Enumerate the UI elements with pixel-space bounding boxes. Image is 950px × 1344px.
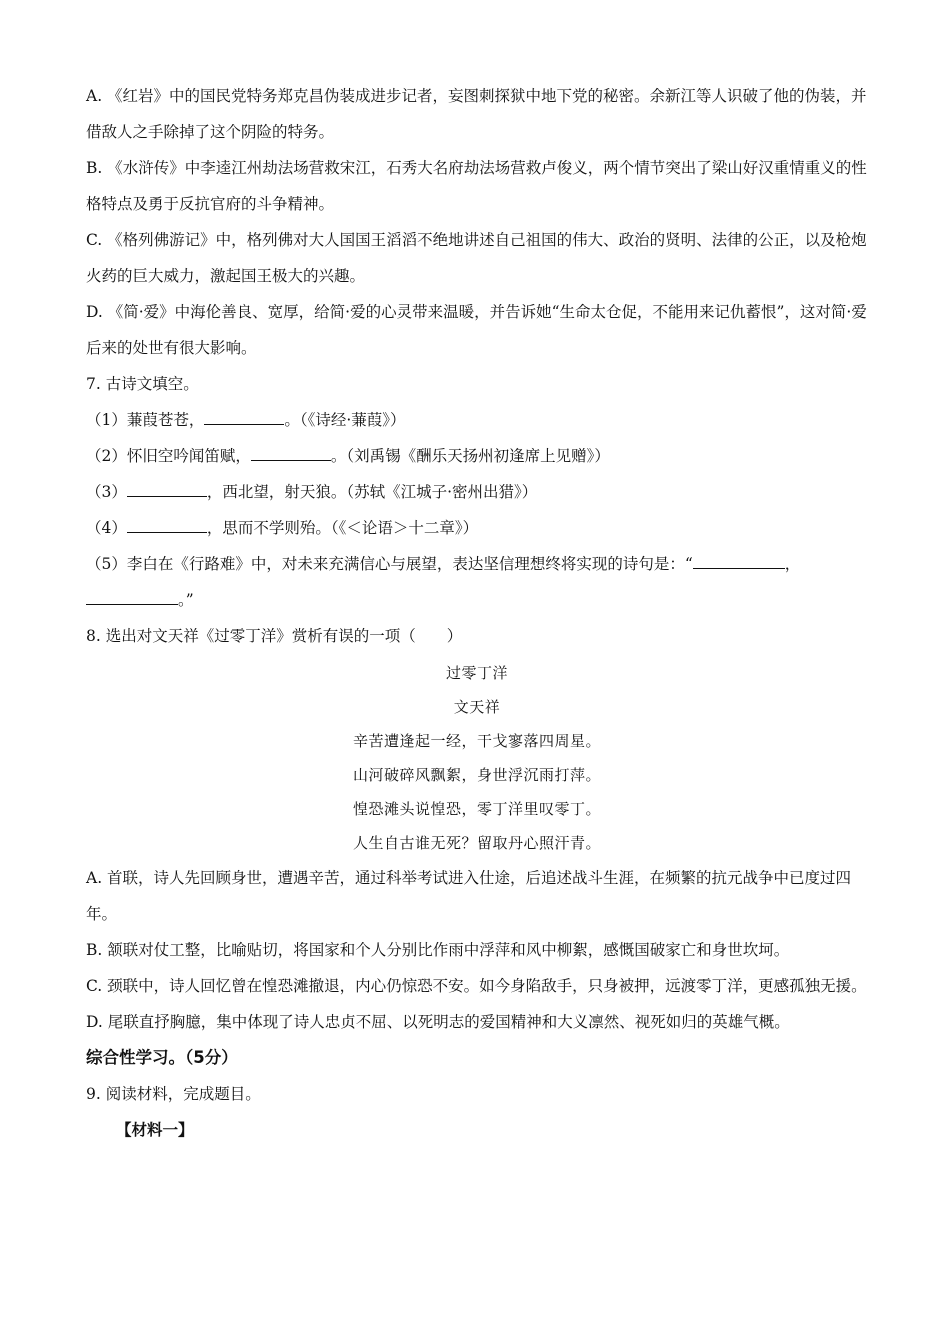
q8-stem: 8. 选出对文天祥《过零丁洋》赏析有误的一项（ ） [86, 627, 463, 645]
q6-option-b: B. 《水浒传》中李逵江州劫法场营救宋江，石秀大名府劫法场营救卢俊义，两个情节突出了梁山好汉重情重义的性格特点及勇于反抗官府的斗争精神。 [86, 159, 867, 213]
answer-blank[interactable] [693, 554, 785, 569]
q7-item-1-post: 。（《诗经·蒹葭》） [284, 411, 406, 429]
section-title: 综合性学习。（5分） [86, 1048, 238, 1067]
q8-option-d: D. 尾联直抒胸臆，集中体现了诗人忠贞不屈、以死明志的爱国精神和大义凛然、视死如归的英雄气概。 [86, 1013, 790, 1031]
answer-blank[interactable] [127, 482, 207, 497]
answer-blank[interactable] [127, 518, 207, 533]
q9-stem: 9. 阅读材料，完成题目。 [86, 1085, 261, 1103]
q7-item-5 [86, 546, 868, 618]
q6-option-a: A. 《红岩》中的国民党特务郑克昌伪装成进步记者，妄图刺探狱中地下党的秘密。余新江等人识破了他的伪装，并借敌人之手除掉了这个阴险的特务。 [86, 87, 867, 141]
poem-line: 惶恐滩头说惶恐，零丁洋里叹零丁。 [352, 800, 601, 818]
q7-item-2-post: 。（刘禹锡《酬乐天扬州初逢席上见赠》） [330, 447, 610, 465]
q7-item-2 [86, 438, 868, 474]
q7-item-3 [86, 474, 868, 510]
q7-item-4-post: ，思而不学则殆。（《＜论语＞十二章》） [206, 519, 479, 537]
poem-line: 山河破碎风飘絮，身世浮沉雨打萍。 [352, 766, 601, 784]
q7-item-4-pre: （4） [86, 519, 127, 537]
q7-item-2-pre: （2）怀旧空吟闻笛赋， [86, 447, 251, 465]
q7-item-5-mid: ， [784, 555, 801, 573]
poem-line: 辛苦遭逢起一经，干戈寥落四周星。 [352, 732, 601, 750]
q7-item-5-post: 。” [178, 591, 194, 609]
document-page [86, 78, 868, 1148]
poem-author: 文天祥 [453, 698, 501, 716]
q7-item-3-pre: （3） [86, 483, 127, 501]
q8-option-a: A. 首联，诗人先回顾身世，遭遇辛苦，通过科举考试进入仕途，后追述战斗生涯，在频繁的抗元战争中已度过四年。 [86, 869, 852, 923]
q6-option-c: C. 《格列佛游记》中，格列佛对大人国国王滔滔不绝地讲述自己祖国的伟大、政治的贤明、法律的公正，以及枪炮火药的巨大威力，激起国王极大的兴趣。 [86, 231, 867, 285]
q7-item-3-post: ，西北望，射天狼。（苏轼《江城子·密州出猎》） [206, 483, 538, 501]
q7-item-1 [86, 402, 868, 438]
q7-item-5-pre: （5）李白在《行路难》中，对未来充满信心与展望，表达坚信理想终将实现的诗句是：“ [86, 555, 693, 573]
answer-blank[interactable] [204, 410, 284, 425]
answer-blank[interactable] [251, 446, 331, 461]
q6-option-d: D. 《简·爱》中海伦善良、宽厚，给简·爱的心灵带来温暖，并告诉她“生命太仓促，不能用来记仇蓄恨”，这对简·爱后来的处世有很大影响。 [86, 303, 867, 357]
q7-item-4 [86, 510, 868, 546]
poem-line: 人生自古谁无死？留取丹心照汗青。 [352, 834, 601, 852]
q7-item-1-pre: （1）蒹葭苍苍， [86, 411, 205, 429]
q8-option-c: C. 颈联中，诗人回忆曾在惶恐滩撤退，内心仍惊恐不安。如今身陷敌手，只身被押，远渡零丁洋，更感孤独无援。 [86, 977, 867, 995]
material-label: 【材料一】 [116, 1120, 194, 1139]
poem-title: 过零丁洋 [445, 664, 508, 682]
q7-stem: 7. 古诗文填空。 [86, 375, 199, 393]
answer-blank[interactable] [86, 590, 178, 605]
q8-option-b: B. 颔联对仗工整，比喻贴切，将国家和个人分别比作雨中浮萍和风中柳絮，感慨国破家亡和身世坎坷。 [86, 941, 790, 959]
